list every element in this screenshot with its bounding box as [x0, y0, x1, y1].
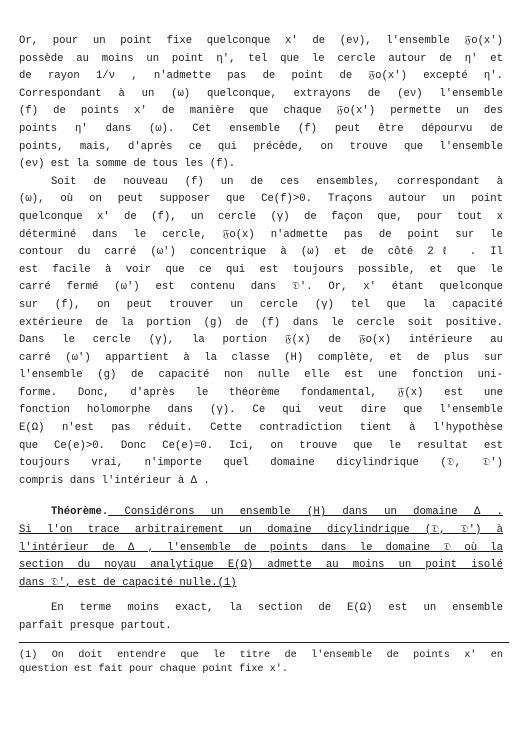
text-line: de rayon 1/ν , n'admette pas de point de 𝔉o(x') excepté η'.: [19, 70, 503, 83]
spacer: [19, 490, 503, 504]
text-line: carré (ω') appartient à la classe (H) complète, et de plus sur: [19, 351, 503, 364]
text-line: est facile à voir que ce qui est toujours possible, et que le: [19, 263, 503, 276]
text-line: points, mais, d'après ce qui précède, on trouve que l'ensemble: [19, 140, 503, 153]
text-line: extérieure de la portion (g) de (f) dans le cercle soit positive.: [19, 316, 503, 329]
text-line: Dans le cercle (γ), la portion 𝔉(x) de 𝔉o(x) intérieure au: [19, 334, 503, 347]
text-line: parfait presque partout.: [19, 620, 172, 632]
theorem-line: Si l'on trace arbitrairement un domaine dicylindrique (𝔇, 𝔇') à: [19, 524, 503, 537]
text-line: (f) de points x' de manière que chaque 𝔉o(x') permette un des: [19, 105, 503, 118]
text-line: Correspondant à un (ω) quelconque, extrayons de (eν) l'ensemble: [19, 87, 503, 100]
theorem-label: Théorème.: [51, 506, 109, 519]
paragraph-2: [19, 174, 503, 491]
text-line: contour du carré (ω') concentrique à (ω) et de côté 2ℓ . Il: [19, 246, 503, 259]
text-line: En terme moins exact, la section de E(Ω) est un ensemble: [51, 602, 503, 615]
text-line: points η' dans (ω). Cet ensemble (f) peut être dépourvu de: [19, 122, 503, 135]
theorem-line: l'intérieur de Δ , l'ensemble de points dans le domaine 𝔇 où la: [19, 541, 503, 554]
footnote-line: question est fait pour chaque point fixe x'.: [19, 664, 288, 676]
text-line: quelconque x' de (f), un cercle (γ) de façon que, pour tout x: [19, 210, 503, 223]
paragraph-3: [19, 600, 503, 635]
theorem-line: dans 𝔇', est de capacité nulle.(1): [19, 576, 237, 589]
document-page: [19, 33, 503, 678]
footnote-divider: [19, 642, 509, 643]
text-line: fonction holomorphe dans (γ). Ce qui veut dire que l'ensemble: [19, 404, 503, 417]
text-line: que Ce(e)>0. Donc Ce(e)=0. Ici, on trouve que le resultat est: [19, 439, 503, 452]
text-line: toujours vrai, n'importe quel domaine dicylindrique (𝔇, 𝔇'): [19, 457, 503, 470]
spacer: [19, 592, 503, 600]
text-line: sur (f), on peut trouver un cercle (γ) tel que la capacité: [19, 298, 503, 311]
text-line: Or, pour un point fixe quelconque x' de (eν), l'ensemble 𝔉o(x'): [19, 35, 503, 47]
text-line: forme. Donc, d'après le théorème fondamental, 𝔉(x) est une: [19, 386, 503, 399]
footnote: [19, 649, 503, 678]
text-line: déterminé dans le cercle, 𝔉o(x) n'admette pas de point sur le: [19, 228, 503, 241]
theorem-line: section du noyau analytique E(Ω) admette au moins un point isolé: [19, 559, 503, 572]
text-line: (ω), où on peut supposer que Ce(f)>0. Traçons autour un point: [19, 193, 503, 206]
theorem-text: Considérons un ensemble (H) dans un domaine Δ .: [108, 506, 503, 519]
text-line: carré fermé (ω') est contenu dans 𝔇'. Or, x' étant quelconque: [19, 281, 503, 294]
text-line: compris dans l'intérieur à Δ .: [19, 474, 210, 487]
theorem-first-line: [19, 504, 503, 522]
text-line: E(Ω) n'est pas réduit. Cette contradiction tient à l'hypothèse: [19, 422, 503, 435]
text-line: possède au moins un point η', tel que le cercle autour de η' et: [19, 52, 503, 65]
text-line: Soit de nouveau (f) un de ces ensembles, correspondant à: [51, 175, 503, 188]
footnote-line: (1) On doit entendre que le titre de l'ensemble de points x' en: [19, 649, 503, 661]
text-line: (eν) est la somme de tous les (f).: [19, 158, 236, 171]
theorem-block: [19, 504, 503, 592]
text-line: l'ensemble (g) de capacité non nulle elle est une fonction uni-: [19, 369, 503, 382]
paragraph-1: [19, 33, 503, 174]
